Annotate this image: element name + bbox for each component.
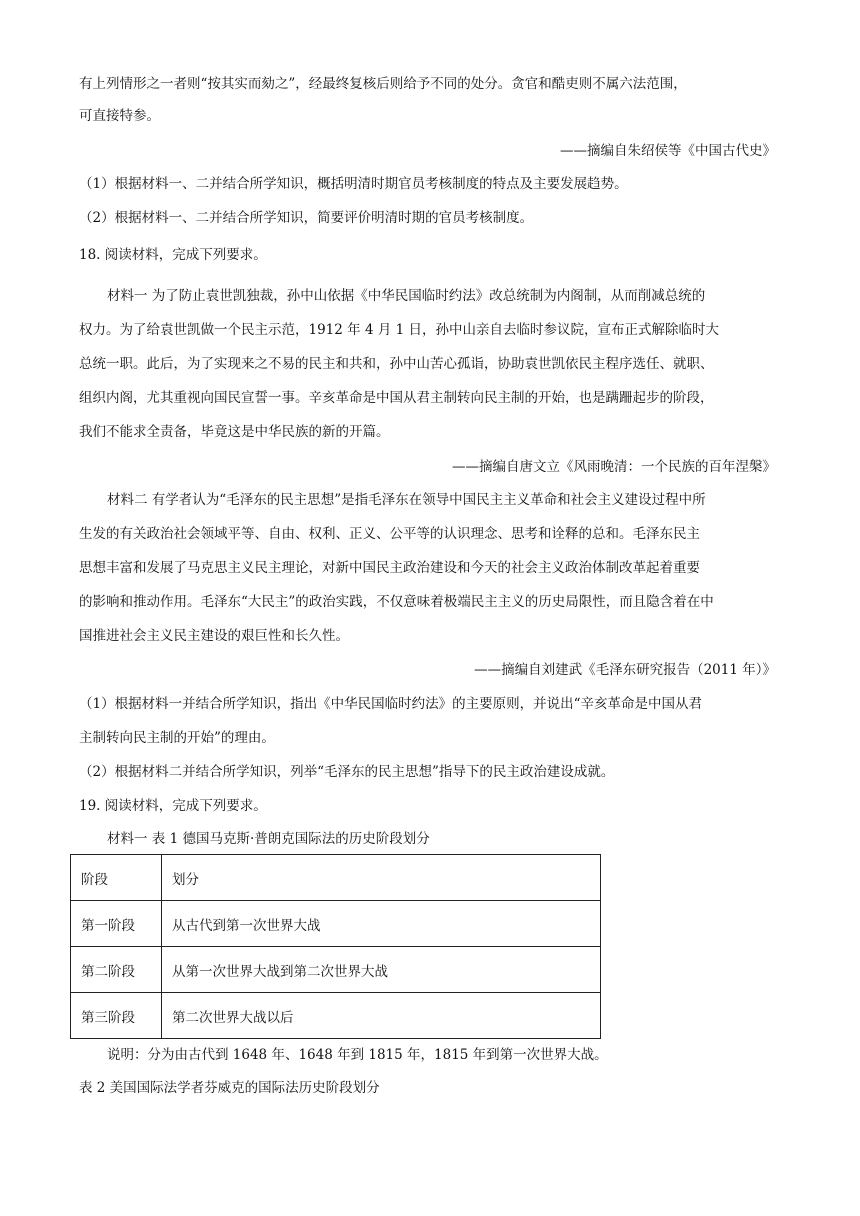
question-17-part-2: （2）根据材料一、二并结合所学知识，简要评价明清时期的官员考核制度。 — [79, 210, 534, 226]
material-2-line: 国推进社会主义民主建设的艰巨性和长久性。 — [79, 628, 349, 644]
table-1 — [70, 854, 601, 1039]
material-1-line: 组织内阁，尤其重视向国民宣誓一事。辛亥革命是中国从君主制转向民主制的开始，也是蹒跚起步的阶段， — [79, 390, 714, 406]
table-cell: 第一阶段 — [71, 901, 162, 947]
source-citation: ——摘编自刘建武《毛泽东研究报告（2011 年）》 — [474, 662, 776, 678]
table-cell: 第二次世界大战以后 — [162, 993, 601, 1039]
source-citation: ——摘编自唐文立《风雨晚清：一个民族的百年涅槃》 — [452, 459, 776, 475]
question-18-part-1-cont: 主制转向民主制的开始”的理由。 — [79, 730, 275, 746]
table-cell: 从古代到第一次世界大战 — [162, 901, 601, 947]
table-cell: 第二阶段 — [71, 947, 162, 993]
table-note: 说明：分为由古代到 1648 年、1648 年到 1815 年，1815 年到第一次世界大战。 — [107, 1047, 608, 1063]
table-1-caption: 材料一 表 1 德国马克斯·普朗克国际法的历史阶段划分 — [107, 831, 430, 847]
material-1-line: 材料一 为了防止袁世凯独裁，孙中山依据《中华民国临时约法》改总统制为内阁制，从而削减总统的 — [107, 288, 706, 304]
material-2-line: 生发的有关政治社会领域平等、自由、权利、正义、公平等的认识理念、思考和诠释的总和。毛泽东民主 — [79, 526, 700, 542]
question-17-part-1: （1）根据材料一、二并结合所学知识，概括明清时期官员考核制度的特点及主要发展趋势。 — [79, 176, 628, 192]
question-18-part-1: （1）根据材料一并结合所学知识，指出《中华民国临时约法》的主要原则，并说出“辛亥革命是中国从君 — [79, 696, 702, 712]
material-1-line: 我们不能求全责备，毕竟这是中华民族的新的开篇。 — [79, 424, 390, 440]
table-cell: 从第一次世界大战到第二次世界大战 — [162, 947, 601, 993]
table-header-cell: 阶段 — [71, 855, 162, 901]
table-header-cell: 划分 — [162, 855, 601, 901]
paragraph-line: 有上列情形之一者则“按其实而劾之”，经最终复核后则给予不同的处分。贪官和酷吏则不属六法范围， — [79, 76, 687, 92]
table-2-caption: 表 2 美国国际法学者芬威克的国际法历史阶段划分 — [79, 1080, 380, 1096]
table-row — [71, 901, 601, 947]
table-header-row — [71, 855, 601, 901]
material-2-line: 材料二 有学者认为“毛泽东的民主思想”是指毛泽东在领导中国民主主义革命和社会主义建设过程中所 — [107, 492, 706, 508]
table-cell: 第三阶段 — [71, 993, 162, 1039]
source-citation: ——摘编自朱绍侯等《中国古代史》 — [560, 143, 776, 159]
paragraph-line: 可直接特参。 — [79, 108, 160, 124]
table-row — [71, 993, 601, 1039]
material-2-line: 的影响和推动作用。毛泽东“大民主”的政治实践，不仅意味着极端民主主义的历史局限性，而且隐含着在中 — [79, 594, 714, 610]
question-18-heading: 18. 阅读材料，完成下列要求。 — [79, 247, 267, 263]
material-1-line: 权力。为了给袁世凯做一个民主示范，1912 年 4 月 1 日，孙中山亲自去临时参议院，宣布正式解除临时大 — [79, 322, 719, 338]
question-19-heading: 19. 阅读材料，完成下列要求。 — [79, 798, 267, 814]
material-2-line: 思想丰富和发展了马克思主义民主理论，对新中国民主政治建设和今天的社会主义政治体制改革起着重要 — [79, 560, 700, 576]
question-18-part-2: （2）根据材料二并结合所学知识，列举“毛泽东的民主思想”指导下的民主政治建设成就。 — [79, 764, 615, 780]
table-row — [71, 947, 601, 993]
material-1-line: 总统一职。此后，为了实现来之不易的民主和共和，孙中山苦心孤诣，协助袁世凯依民主程序选任、就职、 — [79, 356, 714, 372]
